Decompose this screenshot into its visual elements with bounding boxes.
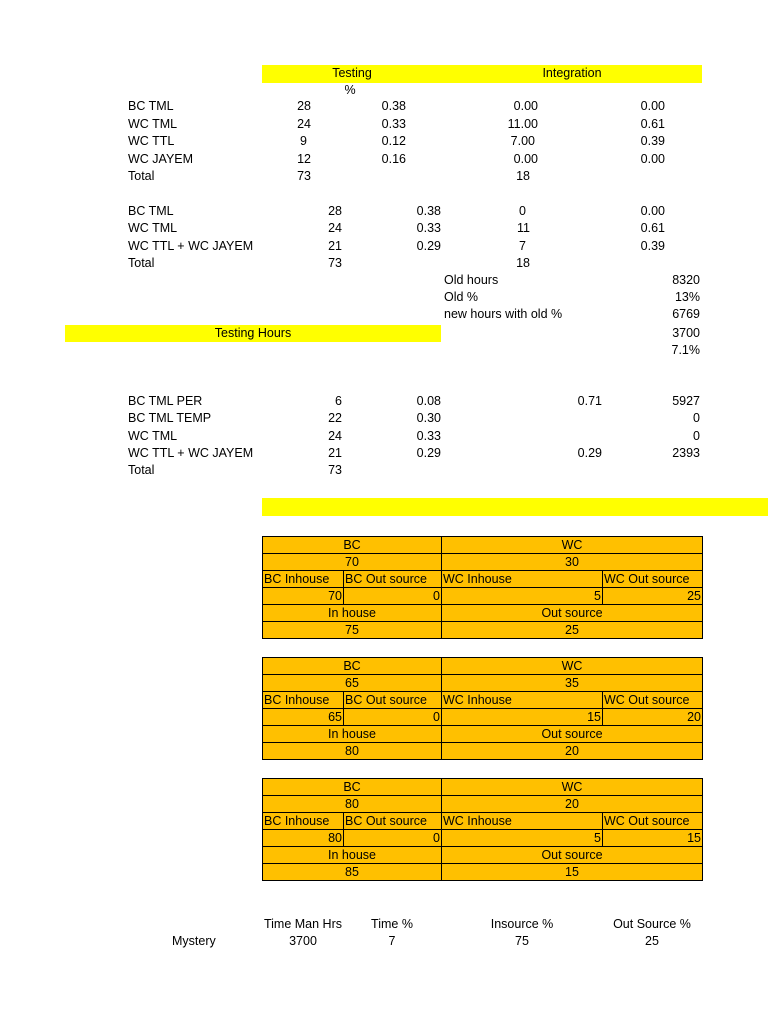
outsource-value: 25 <box>442 622 703 639</box>
table-cell: 0.29 <box>416 446 441 460</box>
wc-inhouse-value: 5 <box>442 830 603 847</box>
total-label: Total <box>128 256 155 270</box>
table-cell: 0.29 <box>577 446 602 460</box>
table-row-label: WC TML <box>128 221 178 235</box>
testing-pct-value: 7.1% <box>671 343 700 357</box>
table-cell: 12 <box>297 152 311 166</box>
table-cell: 0.39 <box>640 134 665 148</box>
summary-time-man-hrs: 3700 <box>289 934 317 948</box>
table-cell: 0 <box>519 204 526 218</box>
summary-time-pct: 7 <box>388 934 396 948</box>
table-row-label: WC JAYEM <box>128 152 194 166</box>
bc-inhouse-label: BC Inhouse <box>263 813 344 830</box>
table-row-label: WC TTL + WC JAYEM <box>128 446 254 460</box>
percent-header: % <box>344 83 356 97</box>
table-cell: 0.16 <box>381 152 406 166</box>
inhouse-value: 75 <box>263 622 442 639</box>
old-pct-value: 13% <box>674 290 700 304</box>
wc-outsource-value: 25 <box>603 588 703 605</box>
table-cell: 9 <box>300 134 307 148</box>
table-cell: 0.38 <box>381 99 406 113</box>
table-cell: 0 <box>693 429 700 443</box>
wc-header: WC <box>442 658 703 675</box>
section-band <box>262 498 768 516</box>
table-cell: 28 <box>297 99 311 113</box>
table-cell: 0.33 <box>381 117 406 131</box>
table-row-label: WC TML <box>128 429 178 443</box>
bc-inhouse-value: 70 <box>263 588 344 605</box>
wc-header: WC <box>442 779 703 796</box>
summary-row-label: Mystery <box>172 934 216 948</box>
table-row-label: BC TML TEMP <box>128 411 212 425</box>
bc-value: 65 <box>263 675 442 692</box>
table-cell: 0.61 <box>640 117 665 131</box>
inhouse-value: 85 <box>263 864 442 881</box>
wc-header: WC <box>442 537 703 554</box>
total-cell: 73 <box>297 169 311 183</box>
old-hours-value: 8320 <box>672 273 700 287</box>
outsource-label: Out source <box>442 847 703 864</box>
table-cell: 0.00 <box>640 99 665 113</box>
table-cell: 0.39 <box>640 239 665 253</box>
bc-outsource-label: BC Out source <box>344 692 442 709</box>
wc-value: 30 <box>442 554 703 571</box>
bc-inhouse-value: 80 <box>263 830 344 847</box>
wc-inhouse-value: 5 <box>442 588 603 605</box>
total-cell: 18 <box>516 256 530 270</box>
table-cell: 0.33 <box>416 221 441 235</box>
summary-header-time-pct: Time % <box>371 917 413 931</box>
table-cell: 11.00 <box>507 117 538 131</box>
bc-outsource-label: BC Out source <box>344 571 442 588</box>
table-cell: 0.00 <box>513 99 538 113</box>
bc-outsource-label: BC Out source <box>344 813 442 830</box>
total-label: Total <box>128 169 155 183</box>
total-label: Total <box>128 463 155 477</box>
bc-header: BC <box>263 658 442 675</box>
table-cell: 7.00 <box>510 134 535 148</box>
bc-value: 70 <box>263 554 442 571</box>
inhouse-value: 80 <box>263 743 442 760</box>
bc-value: 80 <box>263 796 442 813</box>
wc-outsource-value: 15 <box>603 830 703 847</box>
table-cell: 21 <box>328 239 342 253</box>
outsource-value: 15 <box>442 864 703 881</box>
table-cell: 6 <box>335 394 342 408</box>
table-row-label: BC TML <box>128 204 174 218</box>
old-pct-label: Old % <box>444 290 479 304</box>
summary-insource-pct: 75 <box>515 934 529 948</box>
total-cell: 73 <box>328 463 342 477</box>
table-cell: 22 <box>328 411 342 425</box>
new-hours-label: new hours with old % <box>444 307 563 321</box>
inhouse-label: In house <box>263 847 442 864</box>
old-hours-label: Old hours <box>444 273 499 287</box>
total-cell: 18 <box>516 169 530 183</box>
table-cell: 24 <box>297 117 311 131</box>
table-cell: 0.12 <box>381 134 406 148</box>
testing-header: Testing <box>332 66 372 80</box>
summary-header-insource-pct: Insource % <box>490 917 554 931</box>
table-cell: 0.71 <box>577 394 602 408</box>
bc-outsource-value: 0 <box>344 709 442 726</box>
table-cell: 0.00 <box>640 204 665 218</box>
scenario-table <box>262 657 703 760</box>
bc-header: BC <box>263 537 442 554</box>
new-hours-value: 6769 <box>672 307 700 321</box>
integration-header: Integration <box>542 66 602 80</box>
total-cell: 73 <box>328 256 342 270</box>
table-cell: 24 <box>328 221 342 235</box>
table-cell: 21 <box>328 446 342 460</box>
wc-inhouse-value: 15 <box>442 709 603 726</box>
table-row-label: BC TML <box>128 99 174 113</box>
table-cell: 24 <box>328 429 342 443</box>
table-cell: 0.30 <box>416 411 441 425</box>
wc-value: 20 <box>442 796 703 813</box>
inhouse-label: In house <box>263 605 442 622</box>
table-cell: 7 <box>519 239 526 253</box>
summary-outsource-pct: 25 <box>645 934 659 948</box>
table-cell: 0.29 <box>416 239 441 253</box>
wc-inhouse-label: WC Inhouse <box>442 571 603 588</box>
bc-outsource-value: 0 <box>344 830 442 847</box>
bc-inhouse-label: BC Inhouse <box>263 571 344 588</box>
table-row-label: WC TTL + WC JAYEM <box>128 239 254 253</box>
table-cell: 2393 <box>672 446 700 460</box>
testing-hours-label: Testing Hours <box>214 326 292 340</box>
wc-outsource-label: WC Out source <box>603 571 703 588</box>
bc-inhouse-value: 65 <box>263 709 344 726</box>
bc-header: BC <box>263 779 442 796</box>
table-row-label: WC TML <box>128 117 178 131</box>
bc-outsource-value: 0 <box>344 588 442 605</box>
wc-value: 35 <box>442 675 703 692</box>
inhouse-label: In house <box>263 726 442 743</box>
wc-outsource-label: WC Out source <box>603 813 703 830</box>
table-cell: 0.00 <box>640 152 665 166</box>
table-cell: 0.33 <box>416 429 441 443</box>
table-row-label: WC TTL <box>128 134 175 148</box>
table-cell: 11 <box>517 221 530 235</box>
summary-header-outsource-pct: Out Source % <box>613 917 691 931</box>
outsource-value: 20 <box>442 743 703 760</box>
bc-inhouse-label: BC Inhouse <box>263 692 344 709</box>
table-cell: 0 <box>693 411 700 425</box>
outsource-label: Out source <box>442 605 703 622</box>
testing-hours-value: 3700 <box>672 326 700 340</box>
table-row-label: BC TML PER <box>128 394 203 408</box>
wc-inhouse-label: WC Inhouse <box>442 813 603 830</box>
wc-inhouse-label: WC Inhouse <box>442 692 603 709</box>
scenario-table <box>262 536 703 639</box>
table-cell: 0.38 <box>416 204 441 218</box>
table-cell: 5927 <box>672 394 700 408</box>
table-cell: 0.61 <box>640 221 665 235</box>
wc-outsource-value: 20 <box>603 709 703 726</box>
table-cell: 0.00 <box>513 152 538 166</box>
summary-header-time-man-hrs: Time Man Hrs <box>263 917 342 931</box>
wc-outsource-label: WC Out source <box>603 692 703 709</box>
outsource-label: Out source <box>442 726 703 743</box>
table-cell: 28 <box>328 204 342 218</box>
scenario-table <box>262 778 703 881</box>
table-cell: 0.08 <box>416 394 441 408</box>
